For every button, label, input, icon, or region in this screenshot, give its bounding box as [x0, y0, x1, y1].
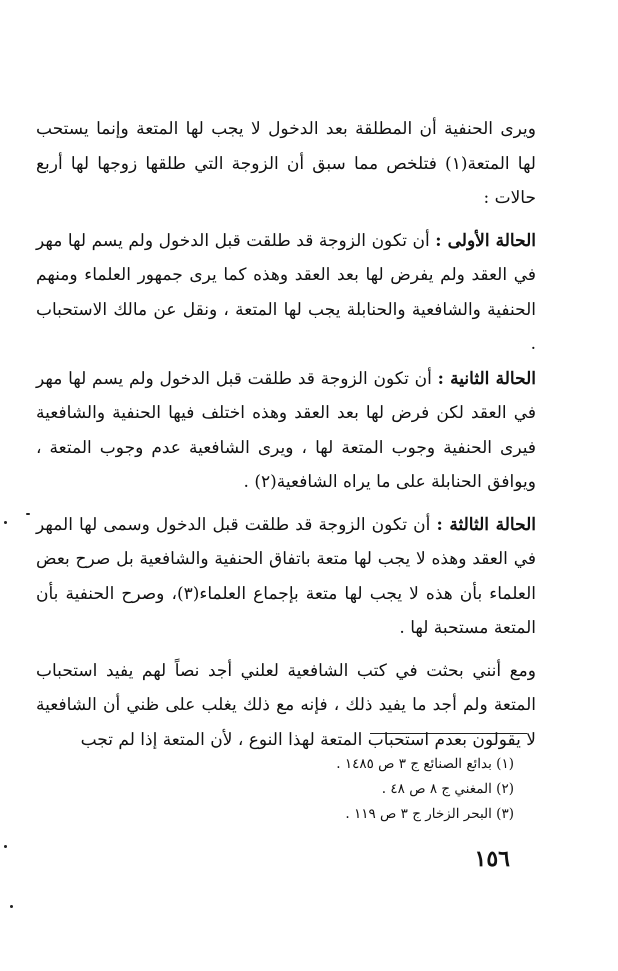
page-number: ١٥٦	[474, 846, 510, 872]
intro-text: ويرى الحنفية أن المطلقة بعد الدخول لا يجب لها المتعة وإنما يستحب لها المتعة(١) فتلخص مما سبق أن الزوجة التي طلقها زوجها لها أربع حالات :	[36, 119, 536, 208]
margin-dot	[10, 905, 13, 908]
paragraph-case-2	[36, 362, 536, 500]
margin-dot	[4, 521, 7, 524]
case-1-label: الحالة الأولى :	[435, 230, 536, 251]
case-3-label: الحالة الثالثة :	[436, 514, 536, 535]
case-2-label: الحالة الثانية :	[437, 368, 536, 389]
margin-dash	[26, 513, 30, 515]
paragraph-case-3	[36, 508, 536, 646]
footnotes	[210, 752, 514, 827]
paragraph-closing	[36, 654, 536, 758]
case-3-text: أن تكون الزوجة قد طلقت قبل الدخول وسمى لها المهر في العقد وهذه لا يجب لها متعة باتفاق الحنفية والشافعية بل صرح بعض العلماء بأن هذه لا يجب لها متعة بإجماع العلماء(٣)، وصرح الحنفية بأن المتعة مستحبة لها .	[36, 514, 536, 638]
footnote-1: (١) بدائع الصنائع ج ٣ ص ١٤٨٥ .	[336, 756, 514, 772]
footnote-3: (٣) البحر الزخار ج ٣ ص ١١٩ .	[345, 806, 514, 822]
footnote-separator	[370, 733, 527, 734]
margin-dot	[4, 845, 7, 848]
main-text	[36, 112, 536, 757]
closing-text: ومع أنني بحثت في كتب الشافعية لعلني أجد نصاً لهم يفيد استحباب المتعة ولم أجد ما يفيد ذلك ، فإنه مع ذلك يغلب على ظني أن الشافعية لا يقولون بعدم استحباب المتعة لهذا النوع ، لأن المتعة إذا لم تجب	[36, 660, 536, 750]
case-1-text: أن تكون الزوجة قد طلقت قبل الدخول ولم يسم لها مهر في العقد ولم يفرض لها بعد العقد وهذه كما يرى جمهور العلماء ومنهم الحنفية والشافعية والحنابلة يجب لها المتعة ، ونقل عن مالك الاستحباب .	[36, 230, 536, 354]
case-2-text: أن تكون الزوجة قد طلقت قبل الدخول ولم يسم لها مهر في العقد لكن فرض لها بعد العقد وهذه اختلف فيها الحنفية والشافعية فيرى الحنفية وجوب المتعة لها ، ويرى الشافعية عدم وجوب المتعة ، ويوافق الحنابلة على ما يراه الشافعية(٢) .	[36, 368, 536, 492]
paragraph-intro	[36, 112, 536, 216]
paragraph-case-1	[36, 224, 536, 362]
footnote-2: (٢) المغني ج ٨ ص ٤٨ .	[381, 781, 514, 797]
